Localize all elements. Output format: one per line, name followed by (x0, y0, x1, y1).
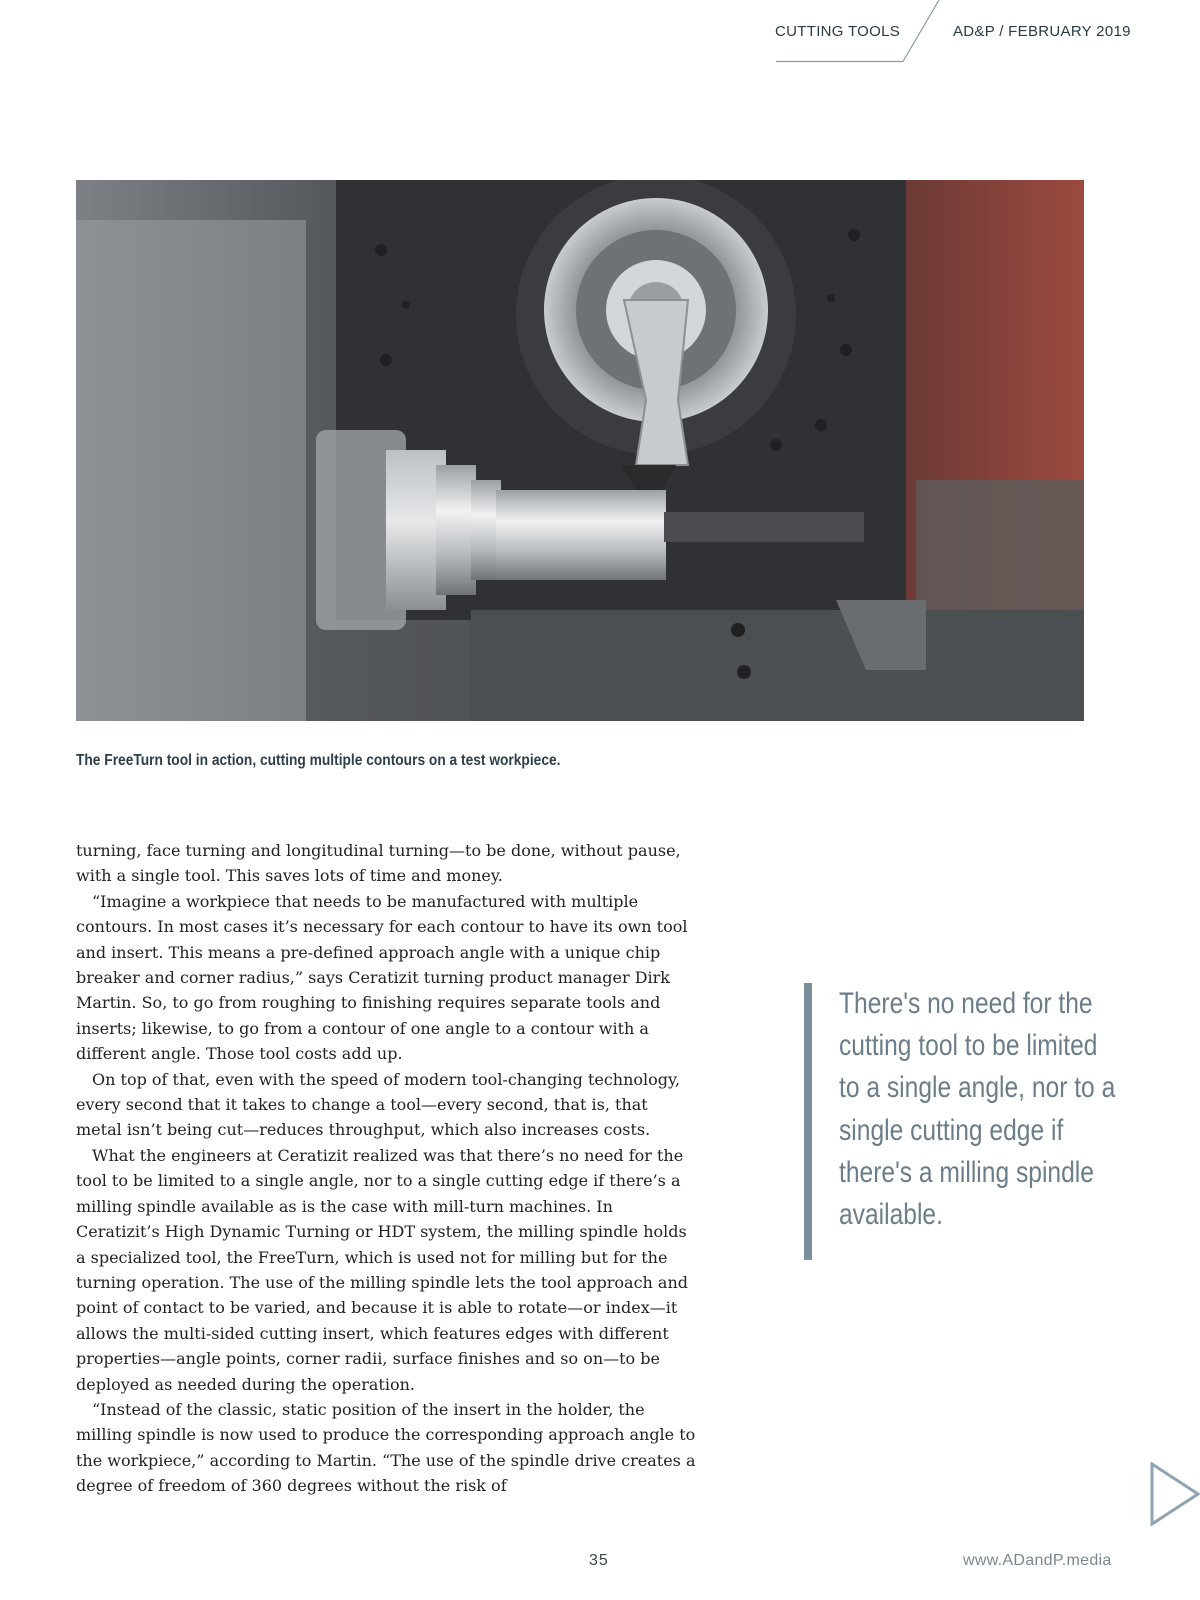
article-paragraph: “Imagine a workpiece that needs to be manufactured with multiple contours. In most cases it’s necessary for each contour to have its own tool and insert. This means a pre-defined approach angle with a unique chip breaker and corner radius,” says Ceratizit turning product manager Dirk Martin. So, to go from roughing to finishing requires separate tools and inserts; likewise, to go from a contour of one angle to a contour with a different angle. Those tool costs add up. (76, 891, 688, 1064)
site-url[interactable]: www.ADandP.media (963, 1552, 1112, 1569)
pull-quote-text: There's no need for the cutting tool to be limited to a single angle, nor to a single cutting edge if there's a milling spindle available. (839, 987, 1116, 1232)
freeturn-photo (76, 180, 1084, 721)
article-paragraph: “Instead of the classic, static position of the insert in the holder, the milling spindle is now used to produce the corresponding approach angle to the workpiece,” according to Martin. “The use of the spindle drive creates a degree of freedom of 360 degrees without the risk of (76, 1399, 696, 1496)
article-paragraph: What the engineers at Ceratizit realized was that there’s no need for the tool to be limited to a single angle, nor to a single cutting edge if there’s a milling spindle available as is the case with mill-turn machines. In Ceratizit’s High Dynamic Turning or HDT system, the milling spindle holds a specialized tool, the FreeTurn, which is used not for milling but for the turning operation. The use of the milling spindle lets the tool approach and point of contact to be varied, and because it is able to rotate—or index—it allows the multi-sided cutting insert, which features edges with different properties—angle points, corner radii, surface finishes and so on—to be deployed as needed during the operation. (76, 1145, 688, 1394)
pull-quote-bar (804, 983, 812, 1260)
section-label: CUTTING TOOLS (775, 23, 901, 40)
machine-illustration (76, 180, 1084, 721)
article-paragraph: On top of that, even with the speed of modern tool-changing technology, every second that it takes to change a tool—every second, that is, that metal isn’t being cut—reduces throughput, which also increases costs. (76, 1069, 681, 1140)
page-number: 35 (589, 1552, 609, 1569)
issue-label: AD&P / FEBRUARY 2019 (953, 23, 1131, 40)
pull-quote (804, 983, 1139, 1236)
article-paragraph: turning, face turning and longitudinal turning—to be done, without pause, with a single tool. This saves lots of time and money. (76, 841, 681, 886)
photo-caption: The FreeTurn tool in action, cutting multiple contours on a test workpiece. (76, 752, 561, 769)
next-page-icon[interactable] (1150, 1462, 1200, 1526)
article-body (76, 838, 696, 1499)
page-header (0, 0, 1200, 70)
